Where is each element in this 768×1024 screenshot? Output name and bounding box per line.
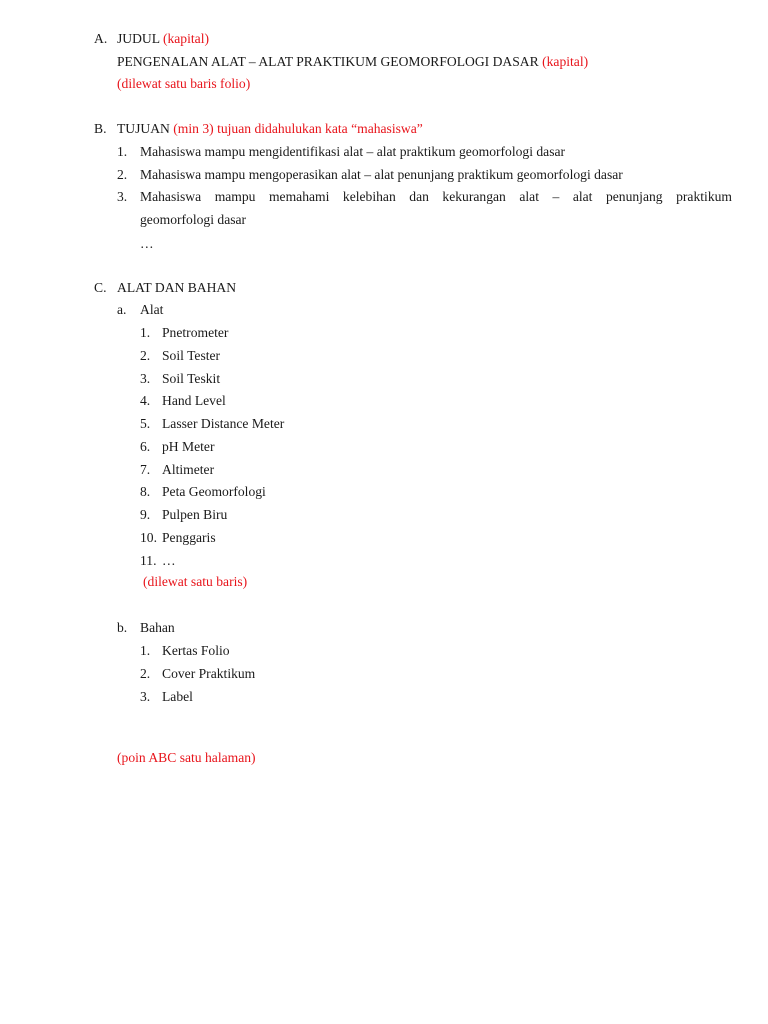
list-item: Penggaris (162, 529, 216, 545)
objective-ellipsis: … (140, 236, 154, 251)
alat-spacing-note: (dilewat satu baris) (143, 574, 248, 589)
list-item-number: 3. (140, 688, 151, 704)
list-item: … (162, 552, 176, 568)
section-b-heading: TUJUAN (117, 121, 170, 136)
objective-text-3-word: alat (572, 189, 593, 204)
list-item: Soil Teskit (162, 370, 221, 386)
alat-label: Alat (140, 302, 164, 317)
section-a-heading: JUDUL (117, 31, 160, 46)
objective-text-3-word: mampu (214, 189, 256, 204)
objective-text-3-word: penunjang (605, 189, 663, 204)
bahan-label: Bahan (140, 620, 175, 635)
objective-text-3-word: memahami (268, 189, 330, 204)
section-c-heading: ALAT DAN BAHAN (117, 280, 237, 295)
list-item: Hand Level (162, 393, 226, 409)
objective-number-1: 1. (117, 144, 128, 159)
list-item: Soil Tester (162, 347, 221, 363)
objective-text-3-word: praktikum (676, 189, 732, 204)
list-item: Pulpen Biru (162, 507, 228, 522)
list-item: Peta Geomorfologi (162, 484, 266, 500)
list-item-number: 1. (140, 643, 151, 658)
objective-text-3-word: Mahasiswa (140, 189, 202, 204)
footer-note: (poin ABC satu halaman) (117, 750, 256, 765)
section-a-heading-line (117, 31, 209, 47)
objective-text-3-word: kekurangan (442, 189, 506, 204)
list-item-number: 11. (140, 552, 157, 568)
list-item-number: 3. (140, 370, 151, 386)
list-item: pH Meter (162, 438, 215, 454)
objective-text-3-word: dan (409, 189, 429, 204)
list-item-number: 10. (140, 529, 157, 545)
list-item: Cover Praktikum (162, 665, 256, 681)
section-a-marker: A. (94, 31, 108, 46)
objective-text-2: Mahasiswa mampu mengoperasikan alat – alat penunjang praktikum geomorfologi dasar (140, 167, 623, 182)
list-item-number: 6. (140, 438, 151, 454)
section-b-heading-note: (min 3) tujuan didahulukan kata “mahasiswa” (173, 121, 423, 136)
section-b-heading-line (117, 121, 423, 137)
list-item-number: 9. (140, 507, 151, 522)
list-item-number: 7. (140, 461, 151, 477)
objective-number-3: 3. (117, 189, 128, 204)
document-title-line (117, 54, 588, 70)
section-a-spacing-note: (dilewat satu baris folio) (117, 76, 251, 91)
bahan-marker: b. (117, 620, 128, 635)
objective-text-3 (140, 189, 732, 205)
list-item: Pnetrometer (162, 325, 229, 340)
objective-text-3-line-1 (140, 189, 732, 205)
objective-text-3-word: kelebihan (342, 189, 396, 204)
objective-text-3-line-2: geomorfologi dasar (140, 212, 247, 227)
list-item-number: 2. (140, 665, 151, 681)
list-item: Kertas Folio (162, 643, 230, 658)
objective-number-2: 2. (117, 167, 128, 182)
document-title: PENGENALAN ALAT – ALAT PRAKTIKUM GEOMORFOLOGI DASAR (117, 54, 539, 69)
alat-marker: a. (117, 302, 127, 317)
list-item: Lasser Distance Meter (162, 416, 285, 431)
list-item-number: 8. (140, 484, 151, 500)
section-a-heading-note: (kapital) (162, 31, 209, 46)
list-item-number: 2. (140, 347, 151, 363)
section-b-marker: B. (94, 121, 107, 136)
section-c-marker: C. (94, 280, 107, 295)
list-item: Label (162, 688, 193, 704)
list-item-number: 5. (140, 416, 151, 431)
list-item-number: 1. (140, 325, 151, 340)
list-item-number: 4. (140, 393, 151, 409)
list-item: Altimeter (162, 461, 215, 477)
objective-text-3-word: – (552, 189, 560, 204)
objective-text-1: Mahasiswa mampu mengidentifikasi alat – alat praktikum geomorfologi dasar (140, 144, 566, 159)
objective-text-3-word: alat (519, 189, 539, 204)
document-title-note: (kapital) (542, 54, 589, 69)
